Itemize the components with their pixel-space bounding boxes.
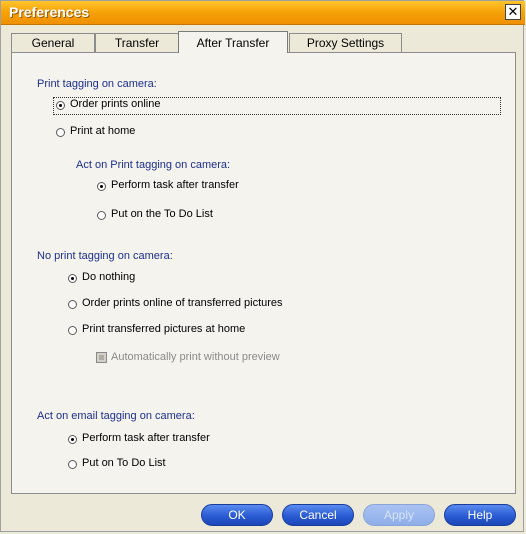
tab-label: Transfer (114, 36, 160, 50)
print-at-home-radio[interactable] (56, 128, 65, 137)
tab-general[interactable] (11, 33, 95, 52)
tab-label: Proxy Settings (306, 36, 385, 50)
order-transferred-radio[interactable] (68, 300, 77, 309)
email-todo-radio[interactable] (68, 460, 77, 469)
do-nothing-label[interactable]: Do nothing (82, 271, 136, 283)
window-title: Preferences (9, 4, 90, 20)
ok-label: OK (228, 508, 246, 522)
print-at-home-label[interactable]: Print at home (70, 125, 136, 137)
help-label: Help (467, 508, 493, 522)
cancel-label: Cancel (299, 508, 337, 522)
after-transfer-panel (11, 52, 516, 494)
order-transferred-label[interactable]: Order prints online of transferred pictures (82, 297, 283, 309)
auto-print-checkbox[interactable] (96, 352, 107, 363)
tab-label: After Transfer (196, 36, 270, 50)
email-tagging-label: Act on email tagging on camera: (37, 410, 195, 422)
order-prints-online-radio[interactable] (56, 101, 65, 110)
print-transferred-radio[interactable] (68, 326, 77, 335)
print-todo-label[interactable]: Put on the To Do List (111, 208, 213, 220)
order-prints-online-label[interactable]: Order prints online (70, 98, 161, 110)
close-icon: ✕ (507, 4, 519, 19)
tab-transfer[interactable] (95, 33, 179, 52)
tab-proxy-settings[interactable] (289, 33, 402, 52)
apply-button[interactable] (363, 504, 435, 526)
no-print-tagging-label: No print tagging on camera: (37, 250, 173, 262)
print-transferred-label[interactable]: Print transferred pictures at home (82, 323, 246, 335)
email-perform-task-radio[interactable] (68, 435, 77, 444)
print-perform-task-label[interactable]: Perform task after transfer (111, 179, 239, 191)
apply-label: Apply (383, 508, 415, 522)
email-todo-label[interactable]: Put on To Do List (82, 457, 166, 469)
tab-after-transfer[interactable] (178, 31, 288, 53)
do-nothing-radio[interactable] (68, 274, 77, 283)
cancel-button[interactable] (282, 504, 354, 526)
print-perform-task-radio[interactable] (97, 182, 106, 191)
email-perform-task-label[interactable]: Perform task after transfer (82, 432, 210, 444)
print-tagging-label: Print tagging on camera: (37, 78, 157, 90)
act-on-print-tagging-label: Act on Print tagging on camera: (76, 159, 231, 171)
close-button[interactable] (505, 4, 521, 20)
print-todo-radio[interactable] (97, 211, 106, 220)
ok-button[interactable] (201, 504, 273, 526)
title-bar[interactable] (1, 1, 525, 25)
auto-print-label: Automatically print without preview (111, 351, 280, 363)
help-button[interactable] (444, 504, 516, 526)
tab-label: General (31, 36, 75, 50)
